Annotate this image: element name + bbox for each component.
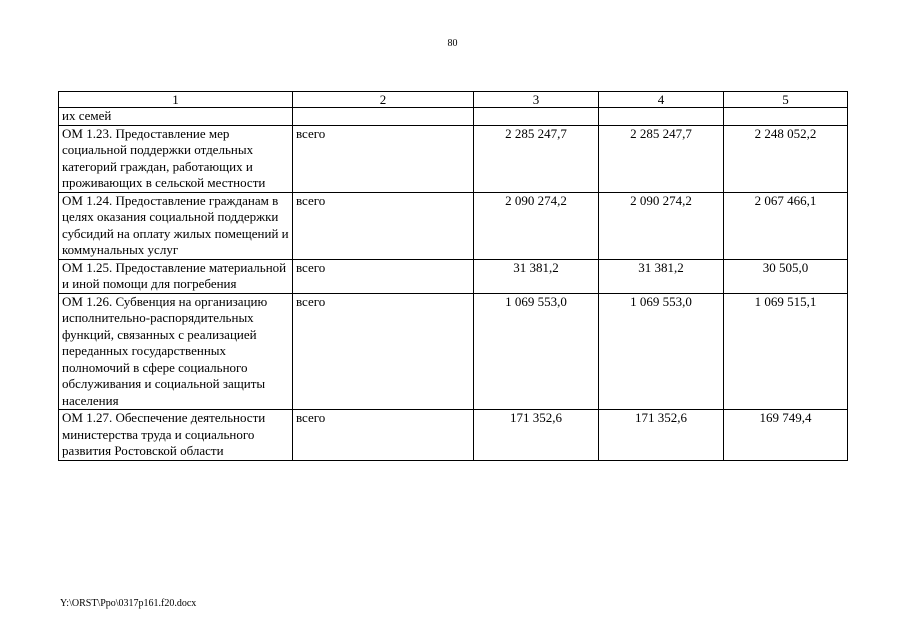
row-type-cell: всего xyxy=(293,410,474,461)
row-value-4-cell: 31 381,2 xyxy=(599,259,724,293)
row-value-3-cell xyxy=(474,108,599,126)
table-row xyxy=(59,259,848,293)
row-name-cell: ОМ 1.24. Предоставление гражданам в целях оказания социальной поддержки субсидий на оплату жилых помещений и коммунальных услуг xyxy=(59,192,293,259)
row-value-5-cell: 30 505,0 xyxy=(724,259,848,293)
table-row xyxy=(59,293,848,410)
column-header-1: 1 xyxy=(59,92,293,108)
row-name-cell: ОМ 1.25. Предоставление материальной и иной помощи для погребения xyxy=(59,259,293,293)
row-value-5-cell: 2 067 466,1 xyxy=(724,192,848,259)
row-value-3-cell: 2 090 274,2 xyxy=(474,192,599,259)
column-header-5: 5 xyxy=(724,92,848,108)
column-header-4: 4 xyxy=(599,92,724,108)
row-value-4-cell: 171 352,6 xyxy=(599,410,724,461)
table-row xyxy=(59,192,848,259)
table-row xyxy=(59,125,848,192)
column-header-3: 3 xyxy=(474,92,599,108)
table-row xyxy=(59,410,848,461)
row-value-4-cell: 2 285 247,7 xyxy=(599,125,724,192)
row-value-4-cell xyxy=(599,108,724,126)
row-value-3-cell: 31 381,2 xyxy=(474,259,599,293)
row-value-4-cell: 2 090 274,2 xyxy=(599,192,724,259)
budget-table xyxy=(58,91,848,461)
page-number: 80 xyxy=(447,38,458,49)
row-name-cell: ОМ 1.23. Предоставление мер социальной поддержки отдельных категорий граждан, работающих и проживающих в сельской местности xyxy=(59,125,293,192)
row-name-cell: ОМ 1.26. Субвенция на организацию исполнительно-распорядительных функций, связанных с реализацией переданных государственных полномочий в сфере социального обслуживания и социальной защиты населения xyxy=(59,293,293,410)
row-type-cell: всего xyxy=(293,192,474,259)
row-value-3-cell: 2 285 247,7 xyxy=(474,125,599,192)
row-type-cell xyxy=(293,108,474,126)
row-value-5-cell: 1 069 515,1 xyxy=(724,293,848,410)
row-value-3-cell: 171 352,6 xyxy=(474,410,599,461)
row-name-cell: их семей xyxy=(59,108,293,126)
row-type-cell: всего xyxy=(293,125,474,192)
table-row xyxy=(59,108,848,126)
footer-file-path: Y:\ORST\Ppo\0317p161.f20.docx xyxy=(60,598,197,609)
row-value-4-cell: 1 069 553,0 xyxy=(599,293,724,410)
row-name-cell: ОМ 1.27. Обеспечение деятельности министерства труда и социального развития Ростовской области xyxy=(59,410,293,461)
row-type-cell: всего xyxy=(293,259,474,293)
row-value-5-cell: 169 749,4 xyxy=(724,410,848,461)
column-header-2: 2 xyxy=(293,92,474,108)
row-type-cell: всего xyxy=(293,293,474,410)
table-header-row xyxy=(59,92,848,108)
row-value-5-cell: 2 248 052,2 xyxy=(724,125,848,192)
row-value-3-cell: 1 069 553,0 xyxy=(474,293,599,410)
row-value-5-cell xyxy=(724,108,848,126)
